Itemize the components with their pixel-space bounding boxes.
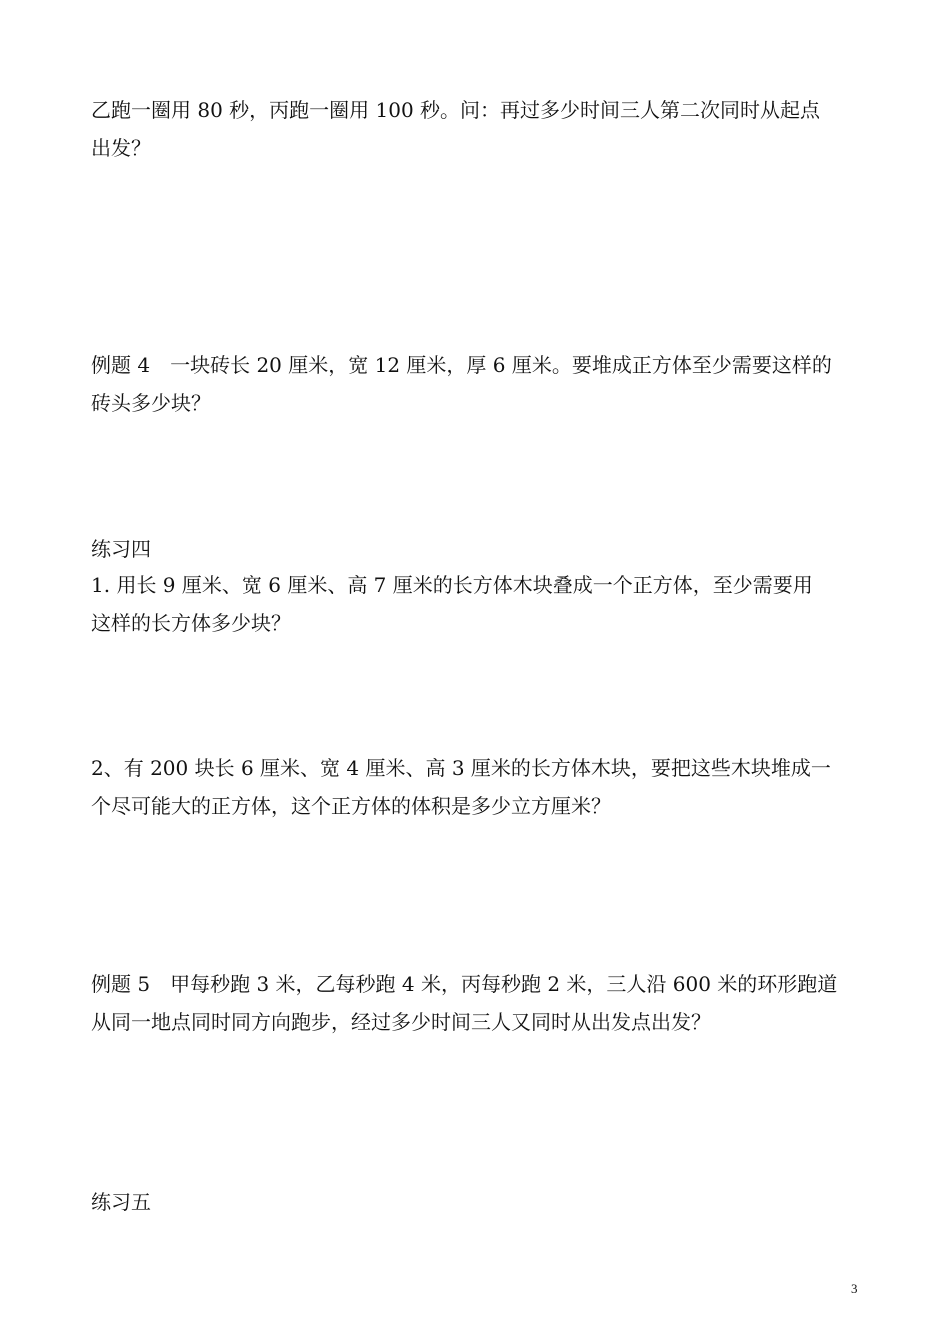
text-run: 一块砖长 20 厘米，宽 12 厘米，厚 6 厘米。要堆成正方体至少需要这样的 <box>170 353 832 377</box>
text-line: 出发？ <box>91 136 151 160</box>
text-line <box>91 965 863 1003</box>
text-line: 1. 用长 9 厘米、宽 6 厘米、高 7 厘米的长方体木块叠成一个正方体，至少需要用 <box>91 573 813 597</box>
page-number: 3 <box>851 1281 858 1296</box>
text-line: 从同一地点同时同方向跑步，经过多少时间三人又同时从出发点出发？ <box>91 1010 711 1034</box>
continued-problem <box>91 91 863 167</box>
text-line: 个尽可能大的正方体，这个正方体的体积是多少立方厘米？ <box>91 794 611 818</box>
section-title: 练习四 <box>91 537 151 561</box>
practice-question <box>91 566 863 642</box>
text-line: 砖头多少块？ <box>91 391 211 415</box>
example-4 <box>91 346 863 422</box>
example-label: 例题 4 <box>91 353 151 377</box>
example-5 <box>91 965 863 1041</box>
text-run: 甲每秒跑 3 米，乙每秒跑 4 米，丙每秒跑 2 米，三人沿 600 米的环形跑道 <box>170 972 838 996</box>
practice-question <box>91 749 863 825</box>
text-line: 这样的长方体多少块？ <box>91 611 291 635</box>
section-title: 练习五 <box>91 1190 151 1214</box>
text-line: 2、有 200 块长 6 厘米、宽 4 厘米、高 3 厘米的长方体木块，要把这些木块堆成一 <box>91 756 831 780</box>
text-line <box>91 346 863 384</box>
text-line: 乙跑一圈用 80 秒，丙跑一圈用 100 秒。问：再过多少时间三人第二次同时从起点 <box>91 98 821 122</box>
example-label: 例题 5 <box>91 972 151 996</box>
